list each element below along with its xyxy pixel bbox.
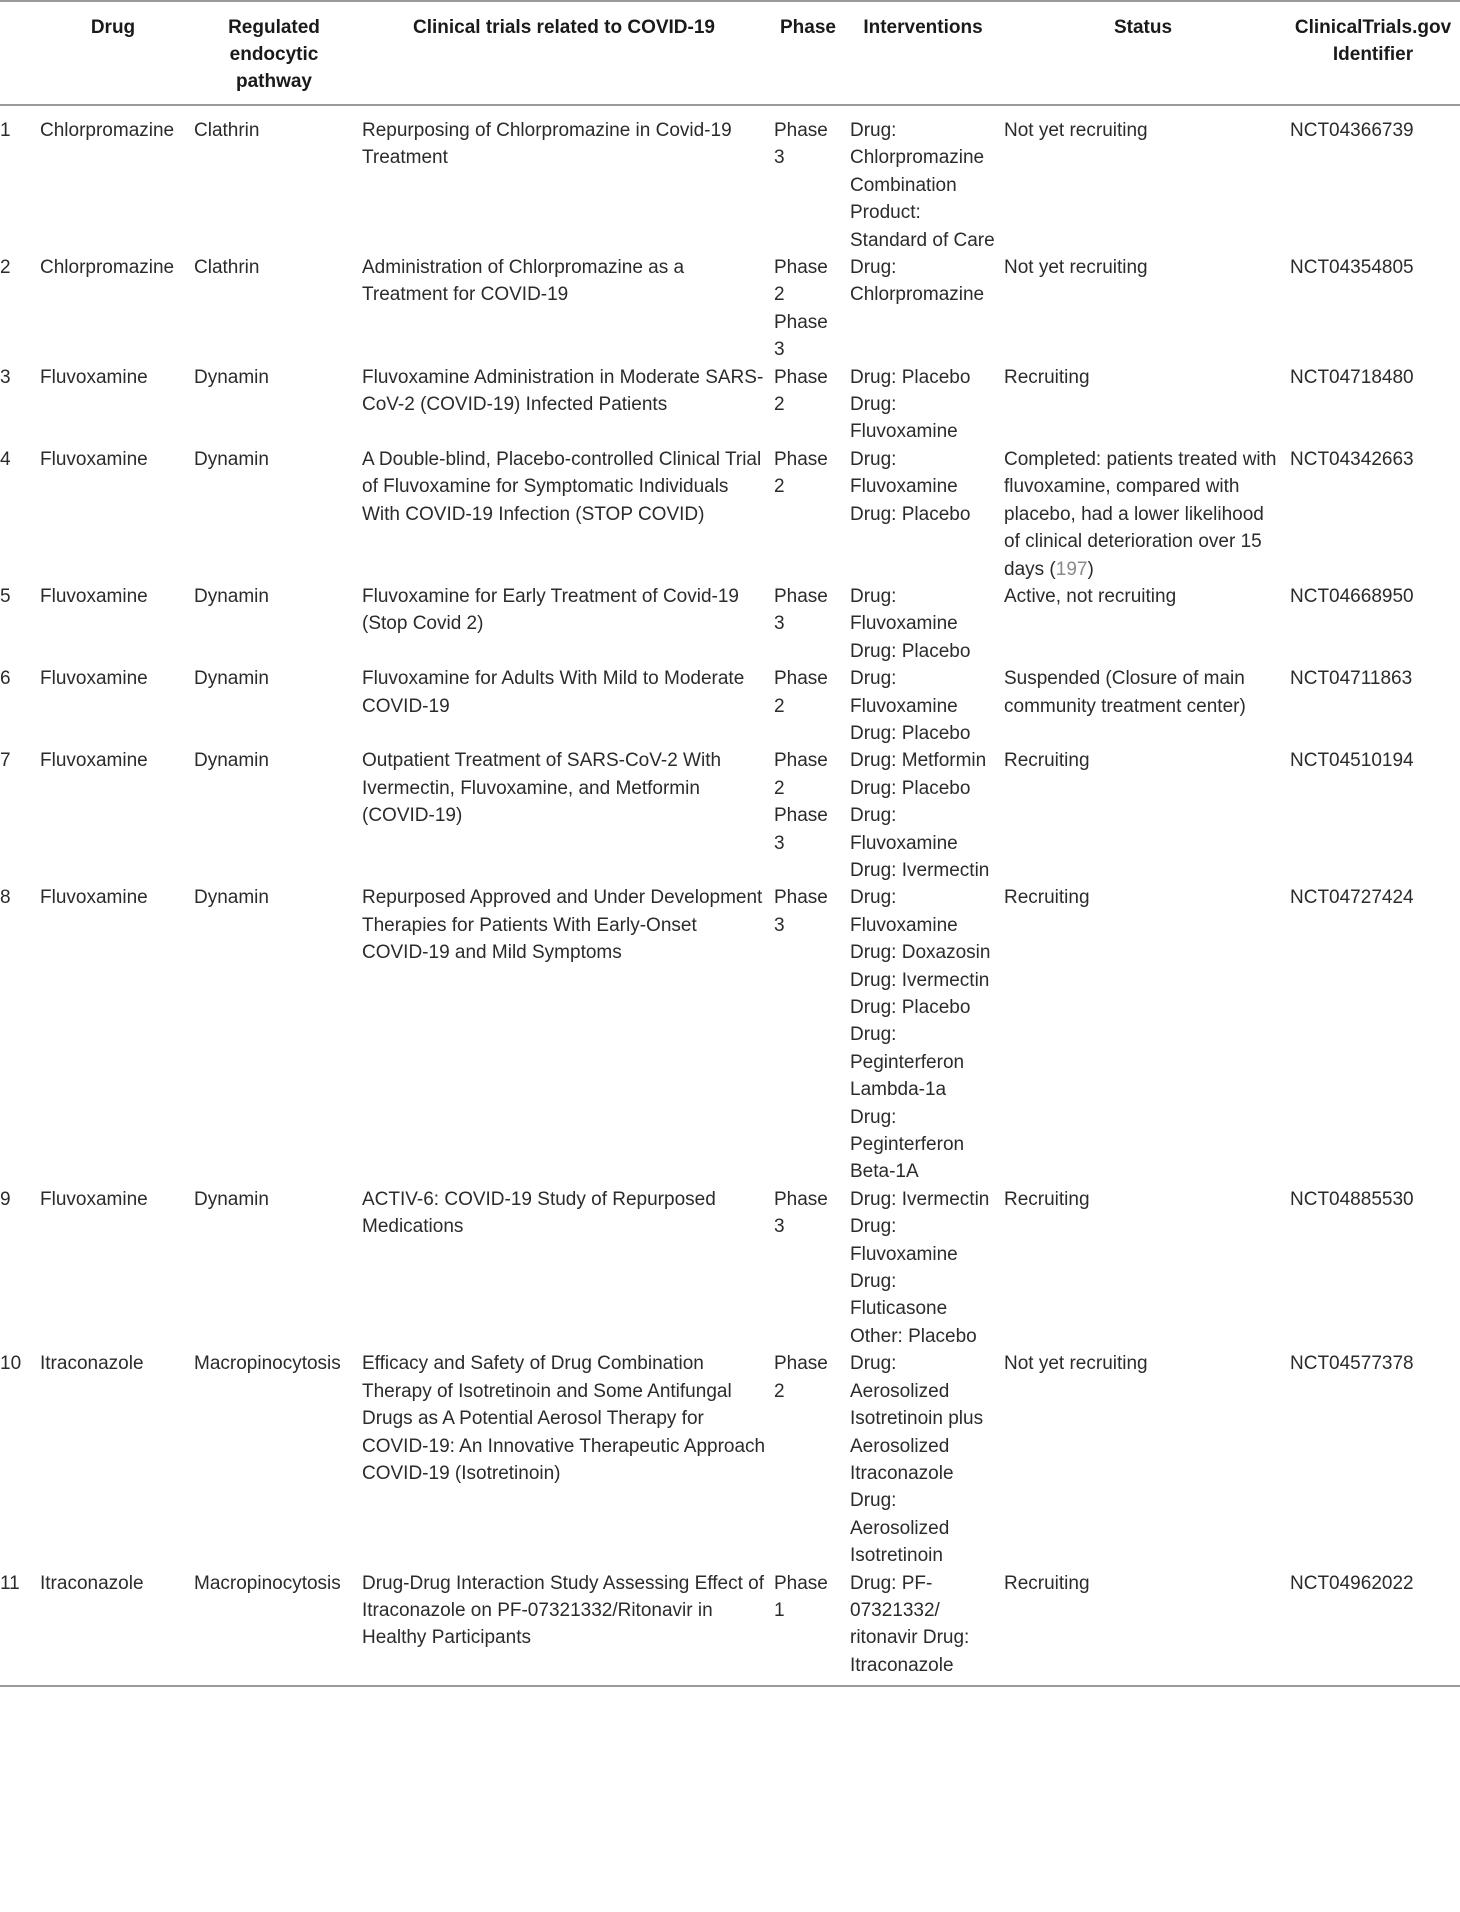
- phase-cell: Phase 2: [774, 1353, 828, 1402]
- pathway-cell: Dynamin: [194, 448, 269, 470]
- interventions-cell: Drug: Fluvoxamine Drug: Doxazosin Drug: Ivermectin Drug: Placebo Drug: Peginterferon Lambda-1a Drug: Peginterferon Beta-1A: [850, 887, 991, 1183]
- row-number: 1: [0, 120, 11, 141]
- pathway-cell: Clathrin: [194, 120, 260, 141]
- table-row: [0, 1186, 1460, 1350]
- interventions-cell: Drug: Metformin Drug: Placebo Drug: Fluvoxamine Drug: Ivermectin: [850, 750, 990, 881]
- trial-title-cell: Administration of Chlorpromazine as a Treatment for COVID-19: [362, 257, 685, 306]
- status-cell: [1000, 884, 1286, 1185]
- identifier-cell: NCT04342663: [1290, 448, 1414, 470]
- status-cell: [1000, 1350, 1286, 1569]
- trial-title-cell: Fluvoxamine Administration in Moderate SARS-CoV-2 (COVID-19) Infected Patients: [362, 366, 764, 416]
- interventions-cell: Drug: Chlorpromazine: [850, 257, 985, 306]
- identifier-cell: NCT04718480: [1290, 366, 1414, 388]
- interventions-cell: Drug: Fluvoxamine Drug: Placebo: [850, 668, 971, 744]
- trial-title-cell: A Double-blind, Placebo-controlled Clinical Trial of Fluvoxamine for Symptomatic Individuals With COVID-19 Infection (STOP COVID): [362, 448, 762, 525]
- reference-link[interactable]: 197: [1055, 558, 1088, 580]
- status-text: Recruiting: [1004, 887, 1090, 909]
- row-number: 4: [0, 448, 11, 470]
- status-cell: [1000, 254, 1286, 364]
- table-body: [0, 105, 1460, 1686]
- drug-cell: Fluvoxamine: [40, 366, 148, 388]
- interventions-cell: Drug: Ivermectin Drug: Fluvoxamine Drug: Fluticasone Other: Placebo: [850, 1188, 990, 1347]
- status-cell: [1000, 1570, 1286, 1687]
- header-no: [0, 1, 36, 105]
- interventions-cell: Drug: Chlorpromazine Combination Product: Standard of Care: [850, 120, 995, 251]
- trial-title-cell: Repurposing of Chlorpromazine in Covid-19 Treatment: [362, 120, 732, 169]
- trial-title-cell: Outpatient Treatment of SARS-CoV-2 With Ivermectin, Fluvoxamine, and Metformin (COVID-19): [362, 750, 722, 827]
- table-row: [0, 884, 1460, 1185]
- table-row: [0, 665, 1460, 747]
- header-identifier: ClinicalTrials.gov Identifier: [1286, 1, 1460, 105]
- pathway-cell: Dynamin: [194, 668, 269, 690]
- identifier-cell: NCT04510194: [1290, 750, 1414, 772]
- header-interventions: Interventions: [846, 1, 1000, 105]
- header-pathway: Regulated endocytic pathway: [190, 1, 358, 105]
- status-text: Not yet recruiting: [1004, 1353, 1148, 1375]
- status-cell: [1000, 364, 1286, 446]
- status-cell: [1000, 583, 1286, 665]
- status-text: Not yet recruiting: [1004, 120, 1148, 141]
- trial-title-cell: ACTIV-6: COVID-19 Study of Repurposed Medications: [362, 1188, 716, 1238]
- pathway-cell: Dynamin: [194, 585, 269, 607]
- header-trial: Clinical trials related to COVID-19: [358, 1, 770, 105]
- header-row: [0, 1, 1460, 105]
- trial-title-cell: Repurposed Approved and Under Development Therapies for Patients With Early-Onset COVID-19 and Mild Symptoms: [362, 887, 763, 964]
- row-number: 6: [0, 668, 11, 690]
- status-cell: [1000, 1186, 1286, 1350]
- row-number: 3: [0, 366, 11, 388]
- header-status: Status: [1000, 1, 1286, 105]
- phase-cell: Phase 2: [774, 366, 828, 416]
- pathway-cell: Macropinocytosis: [190, 1570, 358, 1687]
- phase-cell: Phase 3: [774, 585, 828, 635]
- phase-cell: Phase 1: [770, 1570, 846, 1687]
- interventions-cell: Drug: Placebo Drug: Fluvoxamine: [850, 366, 971, 443]
- status-text: Active, not recruiting: [1004, 585, 1177, 607]
- row-number: 8: [0, 887, 11, 909]
- table-row: [0, 105, 1460, 254]
- table-row: [0, 1570, 1460, 1687]
- interventions-cell: Drug: PF-07321332/ ritonavir Drug: Itraconazole: [846, 1570, 1000, 1687]
- status-text: Recruiting: [1004, 1188, 1090, 1210]
- table-row: [0, 364, 1460, 446]
- table-row: [0, 747, 1460, 884]
- trial-title-cell: Fluvoxamine for Early Treatment of Covid-19 (Stop Covid 2): [362, 585, 739, 635]
- drug-cell: Fluvoxamine: [40, 750, 148, 772]
- interventions-cell: Drug: Aerosolized Isotretinoin plus Aerosolized Itraconazole Drug: Aerosolized Isotretinoin: [850, 1353, 984, 1567]
- row-number: 2: [0, 257, 11, 279]
- status-text: Recruiting: [1004, 750, 1090, 772]
- drug-cell: Itraconazole: [36, 1570, 190, 1687]
- trial-title-cell: Fluvoxamine for Adults With Mild to Moderate COVID-19: [362, 668, 745, 717]
- row-number: 7: [0, 750, 11, 772]
- identifier-cell: NCT04727424: [1290, 887, 1414, 909]
- interventions-cell: Drug: Fluvoxamine Drug: Placebo: [850, 585, 971, 662]
- pathway-cell: Dynamin: [194, 887, 269, 909]
- status-cell: [1000, 105, 1286, 254]
- pathway-cell: Dynamin: [194, 750, 269, 772]
- identifier-cell: NCT04668950: [1290, 585, 1414, 607]
- trial-title-cell: Drug-Drug Interaction Study Assessing Effect of Itraconazole on PF-07321332/Ritonavir in Healthy Participants: [358, 1570, 770, 1687]
- header-drug: Drug: [36, 1, 190, 105]
- drug-cell: Fluvoxamine: [40, 887, 148, 909]
- pathway-cell: Macropinocytosis: [194, 1353, 341, 1375]
- interventions-cell: Drug: Fluvoxamine Drug: Placebo: [850, 448, 971, 525]
- status-text: Completed: patients treated with fluvoxamine, compared with placebo, had a lower likelihood of clinical deterioration over 15 days (: [1004, 448, 1277, 580]
- phase-cell: Phase 3: [774, 120, 828, 169]
- row-number: 9: [0, 1188, 11, 1210]
- pathway-cell: Clathrin: [194, 257, 260, 279]
- phase-cell: Phase 2: [774, 668, 828, 717]
- row-number: 10: [0, 1353, 22, 1375]
- phase-cell: Phase 2 Phase 3: [774, 750, 828, 854]
- table-row: [0, 583, 1460, 665]
- table-row: [0, 446, 1460, 583]
- identifier-cell: NCT04962022: [1286, 1570, 1460, 1687]
- status-cell: [1000, 446, 1286, 583]
- phase-cell: Phase 2: [774, 448, 828, 498]
- identifier-cell: NCT04354805: [1290, 257, 1414, 279]
- pathway-cell: Dynamin: [194, 366, 269, 388]
- row-number: 11: [0, 1570, 36, 1687]
- trial-title-cell: Efficacy and Safety of Drug Combination Therapy of Isotretinoin and Some Antifungal Drugs as A Potential Aerosol Therapy for COVID-19: An Innovative Therapeutic Approach COVID-19 (Isotretinoin): [362, 1353, 766, 1484]
- identifier-cell: NCT04711863: [1290, 668, 1413, 690]
- drug-cell: Fluvoxamine: [40, 585, 148, 607]
- drug-cell: Chlorpromazine: [40, 120, 175, 141]
- table-row: [0, 254, 1460, 364]
- drug-cell: Fluvoxamine: [40, 1188, 148, 1210]
- status-text: Recruiting: [1004, 1572, 1090, 1594]
- table-row: [0, 1350, 1460, 1569]
- identifier-cell: NCT04885530: [1290, 1188, 1414, 1210]
- phase-cell: Phase 3: [774, 887, 828, 936]
- drug-cell: Itraconazole: [40, 1353, 144, 1375]
- header-phase: Phase: [770, 1, 846, 105]
- identifier-cell: NCT04577378: [1290, 1353, 1414, 1375]
- status-text: Recruiting: [1004, 366, 1090, 388]
- drug-cell: Fluvoxamine: [40, 668, 148, 690]
- status-text: Not yet recruiting: [1004, 257, 1148, 279]
- status-cell: [1000, 665, 1286, 747]
- status-text: Suspended (Closure of main community treatment center): [1004, 668, 1246, 717]
- phase-cell: Phase 2 Phase 3: [774, 257, 828, 361]
- table-header: [0, 1, 1460, 105]
- row-number: 5: [0, 585, 11, 607]
- drug-cell: Chlorpromazine: [40, 257, 175, 279]
- status-tail: ): [1087, 558, 1094, 580]
- phase-cell: Phase 3: [774, 1188, 828, 1238]
- pathway-cell: Dynamin: [194, 1188, 269, 1210]
- identifier-cell: NCT04366739: [1290, 120, 1414, 141]
- status-cell: [1000, 747, 1286, 884]
- drug-cell: Fluvoxamine: [40, 448, 148, 470]
